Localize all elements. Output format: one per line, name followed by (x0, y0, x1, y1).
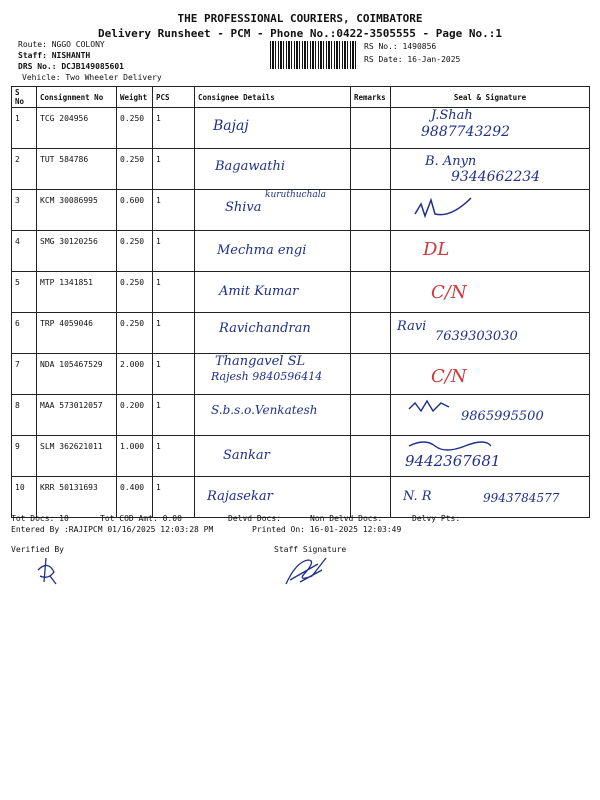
remarks-cell (351, 231, 391, 272)
sno-cell: 3 (12, 190, 37, 231)
signature-name: J.Shah (431, 108, 473, 123)
delivery-points: Delvy Pts: (412, 514, 461, 523)
signature-phone: 9865995500 (461, 409, 544, 424)
sno-cell: 1 (12, 108, 37, 149)
remarks-cell (351, 190, 391, 231)
column-header: PCS (153, 87, 195, 108)
consignee-handwriting: Shiva (225, 200, 262, 215)
weight-cell: 0.400 (117, 477, 153, 518)
remarks-cell (351, 313, 391, 354)
signature-phone: 9943784577 (483, 491, 560, 505)
signature-phone: 9344662234 (451, 169, 541, 185)
table-row (12, 313, 590, 354)
weight-cell: 1.000 (117, 436, 153, 477)
signature-mark: C/N (431, 366, 467, 387)
consignee-handwriting: S.b.s.o.Venkatesh (211, 403, 318, 417)
document-title: THE PROFESSIONAL COURIERS, COIMBATORE (177, 12, 423, 25)
signature-phone: 9442367681 (405, 452, 501, 470)
staff-signature-label: Staff Signature (274, 545, 347, 554)
seal-signature-cell (391, 436, 590, 477)
sno-cell: 6 (12, 313, 37, 354)
consignee-cell (195, 231, 351, 272)
signature-scribble (411, 192, 481, 222)
weight-cell: 0.600 (117, 190, 153, 231)
sno-cell: 10 (12, 477, 37, 518)
table-row (12, 436, 590, 477)
consignment-cell: TRP 4059046 (37, 313, 117, 354)
total-cod-amount: Tot COD Amt: 0.00 (100, 514, 182, 523)
table-header-row (12, 87, 590, 108)
consignee-cell (195, 108, 351, 149)
column-header: Seal & Signature (391, 87, 590, 108)
consignee-handwriting: Mechma engi (217, 243, 307, 258)
weight-cell: 0.250 (117, 149, 153, 190)
consignment-cell: MAA 573012057 (37, 395, 117, 436)
verifier-signature (34, 556, 64, 586)
signature-name: N. R (403, 489, 432, 504)
column-header: S No (12, 87, 37, 108)
consignee-handwriting: Ravichandran (219, 321, 311, 336)
sno-cell: 4 (12, 231, 37, 272)
total-docs: Tot Docs: 10 (11, 514, 69, 523)
pcs-cell: 1 (153, 108, 195, 149)
consignment-cell: TUT 584786 (37, 149, 117, 190)
signature-phone: 7639303030 (435, 329, 518, 344)
sno-cell: 9 (12, 436, 37, 477)
consignee-handwriting: Amit Kumar (219, 284, 299, 299)
table-row (12, 272, 590, 313)
consignment-cell: KCM 30086995 (37, 190, 117, 231)
remarks-cell (351, 477, 391, 518)
signature-scribble (405, 397, 465, 417)
remarks-cell (351, 149, 391, 190)
non-delivered-docs: Non Delvd Docs: (310, 514, 383, 523)
sno-cell: 2 (12, 149, 37, 190)
sno-cell: 8 (12, 395, 37, 436)
seal-signature-cell (391, 272, 590, 313)
remarks-cell (351, 108, 391, 149)
rs-date: RS Date: 16-Jan-2025 (364, 55, 461, 64)
document-subtitle: Delivery Runsheet - PCM - Phone No.:0422-3505555 - Page No.:1 (98, 27, 502, 40)
consignment-cell: MTP 1341851 (37, 272, 117, 313)
weight-cell: 0.250 (117, 313, 153, 354)
consignee-handwriting: Sankar (223, 448, 270, 463)
consignment-cell: TCG 204956 (37, 108, 117, 149)
weight-cell: 0.250 (117, 231, 153, 272)
consignee-handwriting: Bagawathi (215, 159, 286, 174)
signature-name: B. Anyn (425, 154, 477, 169)
consignee-handwriting: Rajasekar (207, 489, 273, 504)
signature-mark: DL (423, 239, 450, 260)
seal-signature-cell (391, 354, 590, 395)
pcs-cell: 1 (153, 395, 195, 436)
consignee-cell (195, 395, 351, 436)
seal-signature-cell (391, 231, 590, 272)
pcs-cell: 1 (153, 436, 195, 477)
printed-on: Printed On: 16-01-2025 12:03:49 (252, 525, 402, 534)
consignment-cell: NDA 105467529 (37, 354, 117, 395)
consignee-extra-handwriting: Rajesh 9840596414 (211, 370, 323, 383)
signature-mark: C/N (431, 282, 467, 303)
remarks-cell (351, 395, 391, 436)
table-row (12, 395, 590, 436)
table-row (12, 149, 590, 190)
pcs-cell: 1 (153, 190, 195, 231)
consignment-cell: KRR 50131693 (37, 477, 117, 518)
consignee-cell (195, 436, 351, 477)
remarks-cell (351, 354, 391, 395)
consignee-cell (195, 477, 351, 518)
weight-cell: 0.250 (117, 108, 153, 149)
sno-cell: 5 (12, 272, 37, 313)
pcs-cell: 1 (153, 272, 195, 313)
column-header: Consignee Details (195, 87, 351, 108)
signature-phone: 9887743292 (421, 124, 511, 140)
consignment-cell: SMG 30120256 (37, 231, 117, 272)
table-row (12, 108, 590, 149)
seal-signature-cell (391, 149, 590, 190)
column-header: Weight (117, 87, 153, 108)
table-row (12, 231, 590, 272)
column-header: Remarks (351, 87, 391, 108)
seal-signature-cell (391, 313, 590, 354)
consignment-cell: SLM 362621011 (37, 436, 117, 477)
consignee-cell (195, 149, 351, 190)
consignee-cell (195, 354, 351, 395)
seal-signature-cell (391, 190, 590, 231)
column-header: Consignment No (37, 87, 117, 108)
pcs-cell: 1 (153, 231, 195, 272)
consignee-handwriting: Bajaj (213, 118, 249, 134)
barcode-image (270, 41, 358, 69)
verified-by-label: Verified By (11, 545, 64, 554)
remarks-cell (351, 272, 391, 313)
vehicle-label: Vehicle: Two Wheeler Delivery (22, 73, 162, 82)
weight-cell: 0.200 (117, 395, 153, 436)
table-row (12, 354, 590, 395)
staff-label: Staff: NISHANTH (18, 51, 91, 60)
seal-signature-cell (391, 108, 590, 149)
consignee-cell (195, 272, 351, 313)
table-row (12, 190, 590, 231)
entered-by: Entered By :RAJIPCM 01/16/2025 12:03:28 PM (11, 525, 214, 534)
consignee-cell (195, 313, 351, 354)
consignee-extra-handwriting: kuruthuchala (265, 190, 327, 200)
route-label: Route: NGGO COLONY (18, 40, 105, 49)
runsheet-table (11, 86, 590, 518)
pcs-cell: 1 (153, 149, 195, 190)
remarks-cell (351, 436, 391, 477)
delivered-docs: Delvd Docs: (228, 514, 281, 523)
sno-cell: 7 (12, 354, 37, 395)
signature-name: Ravi (397, 319, 427, 334)
consignee-handwriting: Thangavel SL (215, 354, 306, 369)
weight-cell: 2.000 (117, 354, 153, 395)
weight-cell: 0.250 (117, 272, 153, 313)
pcs-cell: 1 (153, 354, 195, 395)
pcs-cell: 1 (153, 313, 195, 354)
staff-signature-image (282, 552, 332, 588)
pcs-cell: 1 (153, 477, 195, 518)
drs-number: DRS No.: DCJB149085601 (18, 62, 124, 71)
table-row (12, 477, 590, 518)
consignee-cell (195, 190, 351, 231)
seal-signature-cell (391, 477, 590, 518)
rs-number: RS No.: 1490856 (364, 42, 437, 51)
seal-signature-cell (391, 395, 590, 436)
